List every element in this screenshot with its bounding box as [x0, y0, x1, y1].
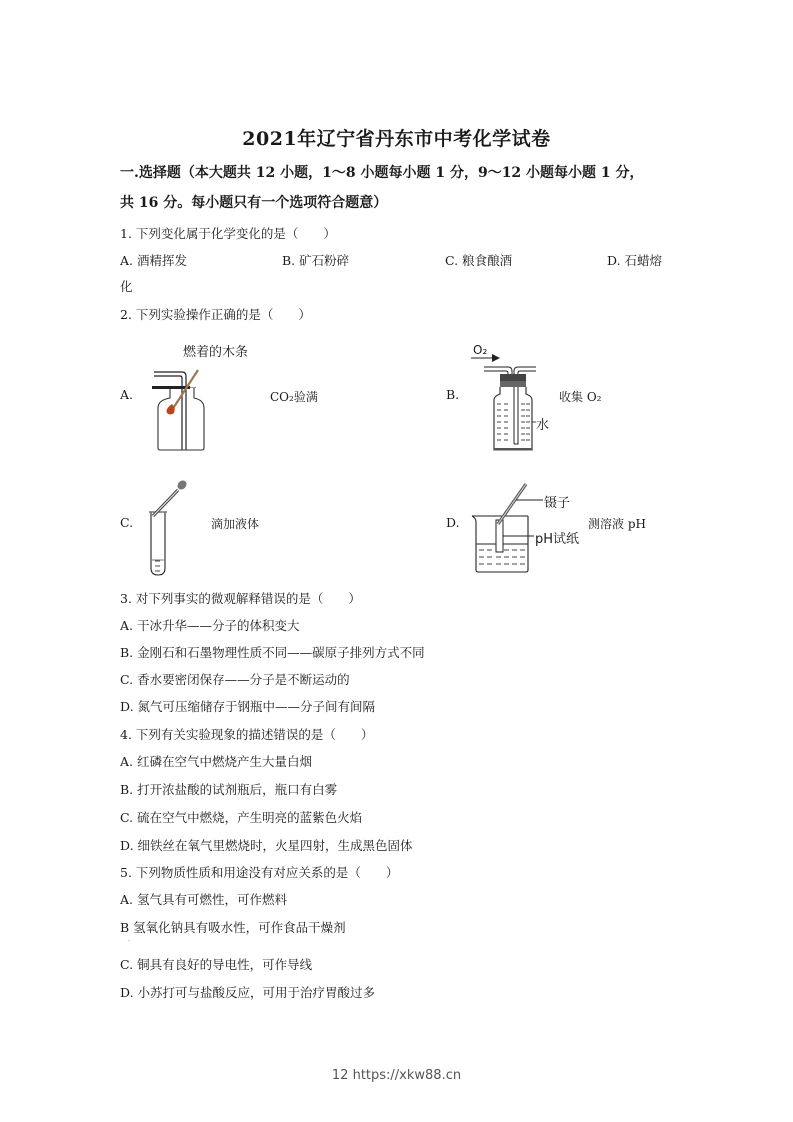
oxygen-gas-label: O₂	[473, 343, 488, 357]
option-text: 小苏打可与盐酸反应，可用于治疗胃酸过多	[137, 985, 376, 1000]
question-4-option-b	[120, 782, 337, 798]
option-label: B.	[120, 645, 134, 660]
question-5-stem: 5. 下列物质性质和用途没有对应关系的是（ ）	[120, 865, 399, 880]
option-text: 石蜡熔	[624, 253, 663, 268]
option-label: B	[120, 920, 130, 935]
co2-test-diagram-icon	[150, 368, 210, 454]
option-text: 粮食酿酒	[462, 253, 513, 268]
option-label: A.	[120, 754, 134, 769]
question-5-option-d	[120, 985, 375, 1001]
question-2-option-d-label: D.	[446, 515, 460, 530]
gas-collection-bottle-icon	[470, 352, 550, 454]
question-3-option-c	[120, 672, 350, 688]
option-label: D.	[120, 699, 134, 714]
section-heading	[120, 160, 680, 216]
option-text: 氮气可压缩储存于钢瓶中——分子间有间隔	[137, 699, 376, 714]
question-2-option-a-label: A.	[120, 387, 134, 402]
option-text: 硫在空气中燃烧，产生明亮的蓝紫色火焰	[137, 810, 363, 825]
question-2-option-b-caption: 收集 O₂	[559, 390, 602, 404]
water-label: 水	[536, 418, 550, 433]
option-label: A.	[120, 618, 134, 633]
page-footer: 12 https://xkw88.cn	[331, 1068, 462, 1083]
option-label: A.	[120, 253, 134, 268]
option-text: 干冰升华——分子的体积变大	[137, 618, 300, 633]
question-4-stem: 4. 下列有关实验现象的描述错误的是（ ）	[120, 727, 374, 742]
option-text: 金刚石和石墨物理性质不同——碳原子排列方式不同	[137, 645, 425, 660]
question-2-option-b-label: B.	[446, 387, 460, 402]
question-5-option-c	[120, 957, 312, 973]
option-text: 氢氧化钠具有吸水性，可作食品干燥剂	[133, 920, 346, 935]
question-1-option-d-wrap: 化	[120, 279, 133, 294]
question-2-stem: 2. 下列实验操作正确的是（ ）	[120, 307, 311, 322]
option-text: 酒精挥发	[137, 253, 188, 268]
question-4-option-d	[120, 838, 413, 854]
section-heading-line1: 一.选择题（本大题共 12 小题，1～8 小题每小题 1 分，9～12 小题每小题 1 分，	[120, 165, 644, 181]
dropper-test-tube-icon	[148, 476, 193, 578]
question-3-option-b	[120, 645, 425, 661]
question-5-option-b	[120, 920, 346, 936]
question-2-option-c-label: C.	[120, 515, 134, 530]
question-1-option-b	[282, 253, 349, 269]
option-label: C.	[120, 672, 134, 687]
option-label: C.	[120, 957, 134, 972]
stray-mark: ·	[128, 938, 130, 945]
option-label: B.	[120, 782, 134, 797]
question-1-option-a	[120, 253, 187, 269]
question-1-stem: 1. 下列变化属于化学变化的是（ ）	[120, 226, 336, 241]
option-label: D.	[120, 985, 134, 1000]
question-2-option-c-caption: 滴加液体	[211, 517, 260, 531]
page-title: 2021年辽宁省丹东市中考化学试卷	[242, 128, 551, 150]
question-1-option-d	[607, 253, 662, 269]
option-label: D.	[607, 253, 621, 268]
question-1-option-c	[445, 253, 512, 269]
question-4-option-a	[120, 754, 312, 770]
option-label: D.	[120, 838, 134, 853]
option-text: 矿石粉碎	[299, 253, 350, 268]
question-2-option-d-caption: 测溶液 pH	[588, 517, 646, 531]
option-label: B.	[282, 253, 296, 268]
question-3-stem: 3. 对下列事实的微观解释错误的是（ ）	[120, 591, 361, 606]
option-label: A.	[120, 892, 134, 907]
section-heading-line2: 共 16 分。每小题只有一个选项符合题意）	[120, 195, 388, 211]
option-text: 香水要密闭保存——分子是不断运动的	[137, 672, 350, 687]
ph-paper-label: pH试纸	[535, 532, 580, 547]
option-text: 氢气具有可燃性，可作燃料	[137, 892, 288, 907]
question-4-option-c	[120, 810, 362, 826]
option-text: 红磷在空气中燃烧产生大量白烟	[137, 754, 313, 769]
question-3-option-d	[120, 699, 375, 715]
option-label: C.	[120, 810, 134, 825]
option-text: 铜具有良好的导电性，可作导线	[137, 957, 313, 972]
option-label: C.	[445, 253, 459, 268]
tweezers-label: 镊子	[544, 496, 571, 511]
option-text: 细铁丝在氧气里燃烧时，火星四射，生成黑色固体	[137, 838, 413, 853]
option-text: 打开浓盐酸的试剂瓶后，瓶口有白雾	[137, 782, 338, 797]
question-2-option-a-caption: CO₂验满	[270, 390, 318, 404]
question-3-option-a	[120, 618, 300, 634]
question-5-option-a	[120, 892, 287, 908]
burning-stick-label: 燃着的木条	[183, 345, 249, 360]
